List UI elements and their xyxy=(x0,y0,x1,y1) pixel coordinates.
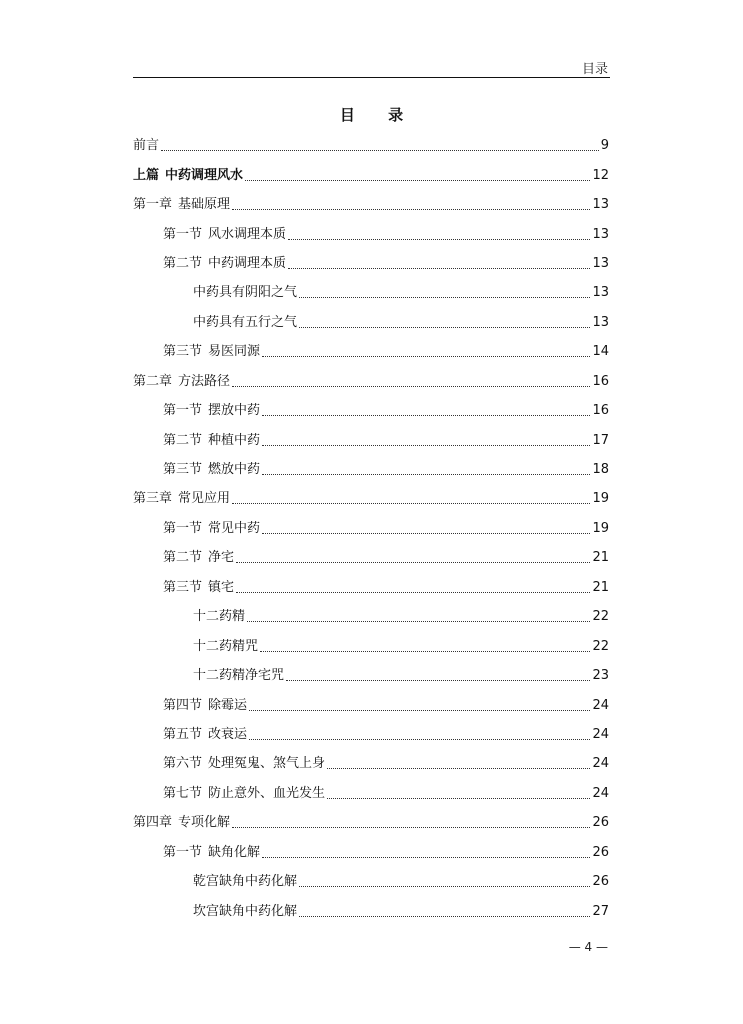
toc-entry-page: 13 xyxy=(592,314,609,330)
toc-entry-page: 23 xyxy=(592,668,609,684)
toc-entry-number: 第一节 xyxy=(163,403,203,419)
toc-entry-title: 摆放中药 xyxy=(208,403,261,419)
toc-entry-title: 常见中药 xyxy=(208,520,261,536)
toc-entry-number: 第四节 xyxy=(163,697,203,713)
toc-entry-page: 24 xyxy=(592,697,609,713)
toc-entry-page: 19 xyxy=(592,491,609,507)
toc-entry-label xyxy=(133,139,159,152)
toc-entry[interactable] xyxy=(133,808,609,837)
toc-entry-page: 13 xyxy=(592,255,609,271)
toc-entry-page: 13 xyxy=(592,285,609,301)
toc-entry-label xyxy=(193,640,258,653)
toc-entry-title: 种植中药 xyxy=(208,432,261,448)
toc-leader-dots xyxy=(232,209,590,210)
toc-entry-number: 第二节 xyxy=(163,432,203,448)
toc-leader-dots xyxy=(299,886,590,887)
toc-leader-dots xyxy=(247,621,590,622)
toc-entry[interactable] xyxy=(133,278,609,307)
toc-entry-label xyxy=(193,875,297,888)
toc-entry-number: 第二节 xyxy=(163,550,203,566)
toc-entry-label xyxy=(193,669,284,682)
toc-entry[interactable] xyxy=(133,160,609,189)
table-of-contents xyxy=(133,131,609,926)
toc-entry-page: 12 xyxy=(592,167,609,183)
page-number: — 4 — xyxy=(568,940,608,954)
toc-entry[interactable] xyxy=(133,249,609,278)
toc-entry-number: 第三节 xyxy=(163,462,203,478)
toc-entry-page: 19 xyxy=(592,520,609,536)
toc-entry-number: 第五节 xyxy=(163,726,203,742)
toc-leader-dots xyxy=(249,739,590,740)
toc-leader-dots xyxy=(327,768,590,769)
toc-entry[interactable] xyxy=(133,455,609,484)
toc-entry-page: 26 xyxy=(592,815,609,831)
toc-entry-title: 易医同源 xyxy=(208,344,261,360)
toc-entry-title: 乾宫缺角中药化解 xyxy=(193,874,298,890)
toc-entry-title: 方法路径 xyxy=(178,373,231,389)
toc-leader-dots xyxy=(299,327,590,328)
toc-entry-page: 18 xyxy=(592,462,609,478)
toc-entry[interactable] xyxy=(133,543,609,572)
toc-entry-label xyxy=(193,905,297,918)
toc-entry-page: 17 xyxy=(592,432,609,448)
toc-entry[interactable] xyxy=(133,661,609,690)
toc-entry-page: 24 xyxy=(592,785,609,801)
toc-leader-dots xyxy=(236,562,590,563)
toc-entry-title: 改衰运 xyxy=(208,726,248,742)
toc-entry-page: 21 xyxy=(592,550,609,566)
toc-entry-label xyxy=(163,434,260,447)
toc-leader-dots xyxy=(245,180,590,181)
toc-entry-title: 十二药精咒 xyxy=(193,638,259,654)
toc-entry[interactable] xyxy=(133,308,609,337)
toc-entry-title: 镇宅 xyxy=(208,579,235,595)
toc-leader-dots xyxy=(262,533,590,534)
toc-entry-page: 9 xyxy=(600,138,609,154)
toc-entry[interactable] xyxy=(133,779,609,808)
toc-entry[interactable] xyxy=(133,219,609,248)
toc-leader-dots xyxy=(232,827,590,828)
toc-entry-label xyxy=(163,757,325,770)
toc-entry[interactable] xyxy=(133,602,609,631)
toc-entry-label xyxy=(163,404,260,417)
toc-leader-dots xyxy=(161,150,599,151)
toc-entry-title: 十二药精净宅咒 xyxy=(193,668,285,684)
toc-entry-title: 缺角化解 xyxy=(208,844,261,860)
toc-leader-dots xyxy=(232,503,590,504)
toc-entry[interactable] xyxy=(133,337,609,366)
toc-entry-title: 十二药精 xyxy=(193,609,246,625)
toc-entry[interactable] xyxy=(133,425,609,454)
toc-entry-title: 处理冤鬼、煞气上身 xyxy=(208,756,326,772)
toc-entry-title: 风水调理本质 xyxy=(208,226,287,242)
toc-entry-number: 第一节 xyxy=(163,520,203,536)
toc-entry-label xyxy=(193,610,245,623)
toc-entry-page: 14 xyxy=(592,344,609,360)
toc-entry-title: 防止意外、血光发生 xyxy=(208,785,326,801)
toc-entry-label xyxy=(133,816,230,829)
toc-entry-number: 第二节 xyxy=(163,255,203,271)
toc-entry-label xyxy=(133,375,230,388)
toc-entry-number: 第一节 xyxy=(163,844,203,860)
toc-leader-dots xyxy=(299,916,590,917)
toc-entry-page: 22 xyxy=(592,609,609,625)
toc-entry-number: 第三节 xyxy=(163,579,203,595)
toc-entry-number: 第四章 xyxy=(133,815,173,831)
toc-entry-label xyxy=(163,728,247,741)
toc-leader-dots xyxy=(288,268,590,269)
toc-entry-number: 第二章 xyxy=(133,373,173,389)
toc-entry-label xyxy=(163,345,260,358)
toc-entry-title: 除霉运 xyxy=(208,697,248,713)
toc-entry[interactable] xyxy=(133,867,609,896)
toc-entry-title: 基础原理 xyxy=(178,197,231,213)
toc-entry[interactable] xyxy=(133,720,609,749)
toc-entry-title: 中药调理风水 xyxy=(165,167,244,183)
toc-entry-number: 第三章 xyxy=(133,491,173,507)
toc-entry-label xyxy=(133,169,243,182)
toc-entry-number: 上篇 xyxy=(133,167,160,183)
toc-entry-title: 中药调理本质 xyxy=(208,255,287,271)
toc-entry-number: 第六节 xyxy=(163,756,203,772)
toc-entry[interactable] xyxy=(133,631,609,660)
toc-leader-dots xyxy=(262,445,590,446)
running-header: 目录 xyxy=(581,62,608,77)
toc-entry-page: 27 xyxy=(592,903,609,919)
toc-entry-title: 常见应用 xyxy=(178,491,231,507)
toc-entry-page: 13 xyxy=(592,226,609,242)
toc-leader-dots xyxy=(286,680,590,681)
toc-entry-label xyxy=(163,257,286,270)
toc-leader-dots xyxy=(288,239,590,240)
toc-entry-page: 24 xyxy=(592,756,609,772)
toc-entry-page: 16 xyxy=(592,373,609,389)
toc-entry-label xyxy=(163,787,325,800)
toc-entry-page: 22 xyxy=(592,638,609,654)
toc-entry-title: 净宅 xyxy=(208,550,235,566)
header-rule xyxy=(133,77,610,78)
toc-leader-dots xyxy=(262,474,590,475)
toc-entry-label xyxy=(163,699,247,712)
toc-entry[interactable] xyxy=(133,367,609,396)
toc-entry-label xyxy=(163,846,260,859)
toc-entry-label xyxy=(193,286,297,299)
toc-leader-dots xyxy=(262,356,590,357)
toc-title: 目 录 xyxy=(339,106,418,124)
toc-entry[interactable] xyxy=(133,749,609,778)
toc-entry-label xyxy=(163,551,234,564)
toc-entry-page: 16 xyxy=(592,403,609,419)
toc-entry-page: 21 xyxy=(592,579,609,595)
toc-entry-number: 第一章 xyxy=(133,197,173,213)
toc-entry[interactable] xyxy=(133,396,609,425)
toc-leader-dots xyxy=(232,386,590,387)
toc-entry-label xyxy=(163,522,260,535)
toc-entry-label xyxy=(133,198,230,211)
toc-entry-page: 13 xyxy=(592,197,609,213)
toc-entry-title: 中药具有阴阳之气 xyxy=(193,285,298,301)
toc-entry-label xyxy=(193,316,297,329)
toc-entry-number: 第一节 xyxy=(163,226,203,242)
toc-entry-label xyxy=(163,463,260,476)
toc-leader-dots xyxy=(260,651,590,652)
toc-entry-title: 坎宫缺角中药化解 xyxy=(193,903,298,919)
toc-entry-title: 燃放中药 xyxy=(208,462,261,478)
toc-entry[interactable] xyxy=(133,690,609,719)
toc-leader-dots xyxy=(262,857,590,858)
toc-entry-label xyxy=(163,228,286,241)
toc-entry[interactable] xyxy=(133,131,609,160)
toc-entry-number: 第三节 xyxy=(163,344,203,360)
toc-entry[interactable] xyxy=(133,838,609,867)
toc-entry-number: 第七节 xyxy=(163,785,203,801)
toc-entry-title: 前言 xyxy=(133,138,160,154)
toc-leader-dots xyxy=(262,415,590,416)
toc-entry-title: 专项化解 xyxy=(178,815,231,831)
toc-entry-page: 24 xyxy=(592,726,609,742)
toc-entry[interactable] xyxy=(133,896,609,925)
toc-entry[interactable] xyxy=(133,573,609,602)
toc-entry[interactable] xyxy=(133,190,609,219)
toc-entry[interactable] xyxy=(133,514,609,543)
toc-entry-label xyxy=(133,492,230,505)
toc-leader-dots xyxy=(236,592,590,593)
toc-entry-page: 26 xyxy=(592,874,609,890)
toc-entry-label xyxy=(163,581,234,594)
toc-leader-dots xyxy=(327,798,590,799)
toc-entry[interactable] xyxy=(133,484,609,513)
toc-entry-title: 中药具有五行之气 xyxy=(193,314,298,330)
toc-entry-page: 26 xyxy=(592,844,609,860)
toc-leader-dots xyxy=(299,297,590,298)
toc-leader-dots xyxy=(249,710,590,711)
